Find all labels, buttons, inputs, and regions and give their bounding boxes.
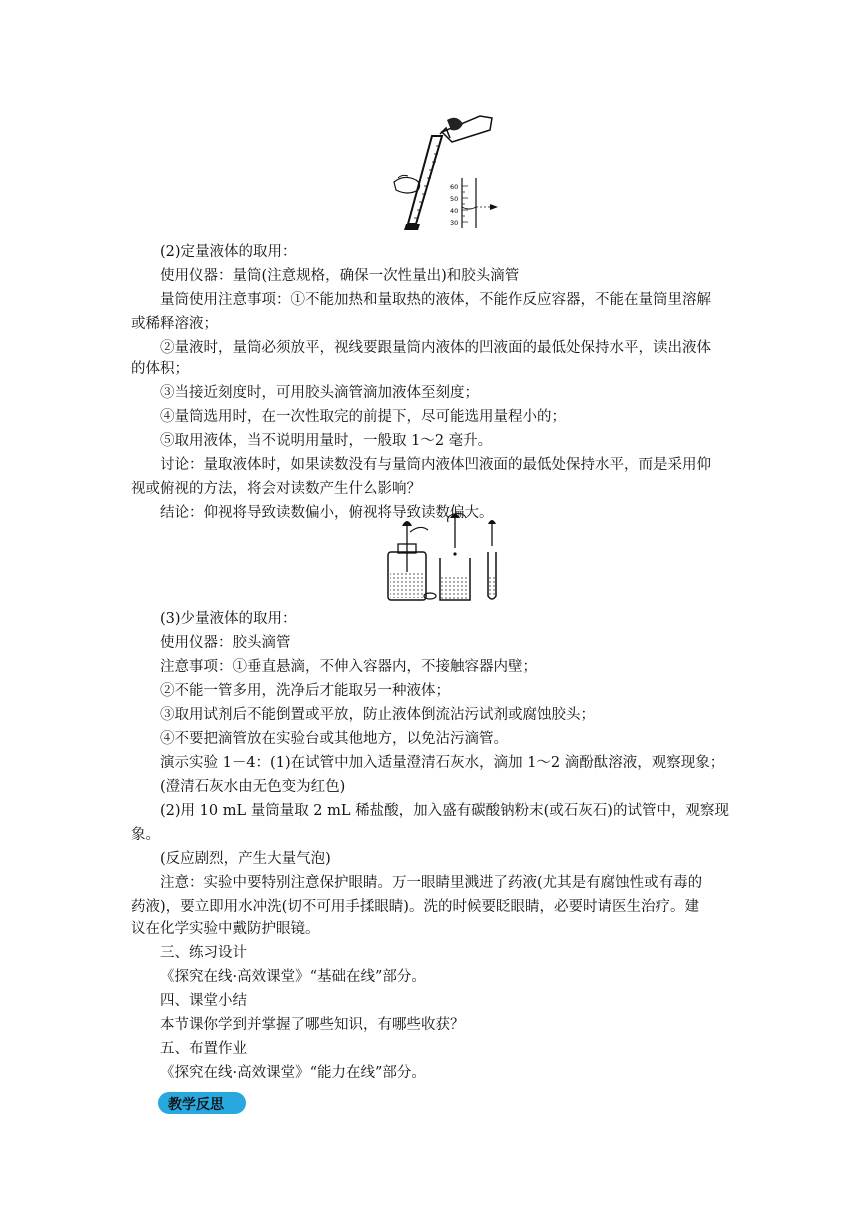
text-line: ②量液时，量筒必须放平，视线要跟量筒内液体的凹液面的最低处保持水平，读出液体 xyxy=(160,340,711,356)
section-heading: 三、练习设计 xyxy=(160,945,247,961)
badge-label: 教学反思 xyxy=(168,1097,224,1113)
text-line: 本节课你学到并掌握了哪些知识，有哪些收获？ xyxy=(160,1017,465,1033)
text-line: 《探究在线·高效课堂》“基础在线”部分。 xyxy=(160,969,426,985)
graduated-cylinder-icon xyxy=(404,136,442,230)
text-line: ⑤取用液体，当不说明用量时，一般取 1～2 毫升。 xyxy=(160,433,493,449)
test-tube-icon xyxy=(488,520,496,599)
text-line: ②不能一管多用，洗净后才能取另一种液体； xyxy=(160,683,450,699)
text-line: 注意事项：①垂直悬滴，不伸入容器内，不接触容器内壁； xyxy=(160,659,537,675)
text-line: 的体积； xyxy=(131,361,189,377)
dropper-usage-figure xyxy=(384,512,506,604)
text-line: 使用仪器：量筒(注意规格，确保一次性量出)和胶头滴管 xyxy=(160,268,520,284)
scale-tick-50: 50 xyxy=(450,195,459,203)
text-line: 视或俯视的方法，将会对读数产生什么影响？ xyxy=(131,481,421,497)
section-heading: 四、课堂小结 xyxy=(160,993,247,1009)
dropper-bottle-icon xyxy=(388,521,436,600)
reagent-bottle-icon xyxy=(440,116,492,142)
text-line: ④不要把滴管放在实验台或其他地方，以免沾污滴管。 xyxy=(160,731,508,747)
text-line: (2)用 10 mL 量筒量取 2 mL 稀盐酸，加入盛有碳酸钠粉末(或石灰石)的试管中，观察现 xyxy=(160,803,729,819)
text-line: 结论：仰视将导致读数偏小，俯视将导致读数偏大。 xyxy=(160,505,494,521)
text-line: 讨论：量取液体时，如果读数没有与量筒内液体凹液面的最低处保持水平，而是采用仰 xyxy=(160,457,711,473)
text-line: (澄清石灰水由无色变为红色) xyxy=(160,779,346,795)
section-heading: 五、布置作业 xyxy=(160,1041,247,1057)
teaching-reflection-badge xyxy=(158,1092,246,1114)
scale-tick-30: 30 xyxy=(450,219,459,227)
text-line: 象。 xyxy=(131,827,160,843)
text-line: 使用仪器：胶头滴管 xyxy=(160,635,291,651)
text-line: ③当接近刻度时，可用胶头滴管滴加液体至刻度； xyxy=(160,385,479,401)
text-line: ④量筒选用时，在一次性取完的前提下，尽可能选用量程小的； xyxy=(160,409,566,425)
hand-icon xyxy=(394,175,420,193)
eye-icon xyxy=(490,204,498,210)
scale-tick-40: 40 xyxy=(450,207,459,215)
text-line: 演示实验 1－4：(1)在试管中加入适量澄清石灰水，滴加 1～2 滴酚酞溶液，观察现象； xyxy=(160,755,725,771)
text-line: 议在化学实验中戴防护眼镜。 xyxy=(131,921,320,937)
scale-tick-60: 60 xyxy=(450,183,459,191)
text-line: 《探究在线·高效课堂》“能力在线”部分。 xyxy=(160,1065,426,1081)
text-line: 药液)，要立即用水冲洗(切不可用手揉眼睛)。洗的时候要眨眼睛，必要时请医生治疗。建 xyxy=(131,899,699,915)
text-line: (2)定量液体的取用： xyxy=(160,244,297,260)
reading-scale xyxy=(450,178,498,228)
text-line: 量筒使用注意事项：①不能加热和量取热的液体，不能作反应容器，不能在量筒里溶解 xyxy=(160,292,711,308)
cylinder-pouring-figure xyxy=(392,112,502,232)
text-line: 注意：实验中要特别注意保护眼睛。万一眼睛里溅进了药液(尤其是有腐蚀性或有毒的 xyxy=(160,875,703,891)
text-line: ③取用试剂后不能倒置或平放，防止液体倒流沾污试剂或腐蚀胶头； xyxy=(160,707,595,723)
text-line: (反应剧烈，产生大量气泡) xyxy=(160,851,331,867)
text-line: 或稀释溶液； xyxy=(131,316,218,332)
text-line: (3)少量液体的取用： xyxy=(160,611,297,627)
beaker-icon xyxy=(440,514,470,601)
